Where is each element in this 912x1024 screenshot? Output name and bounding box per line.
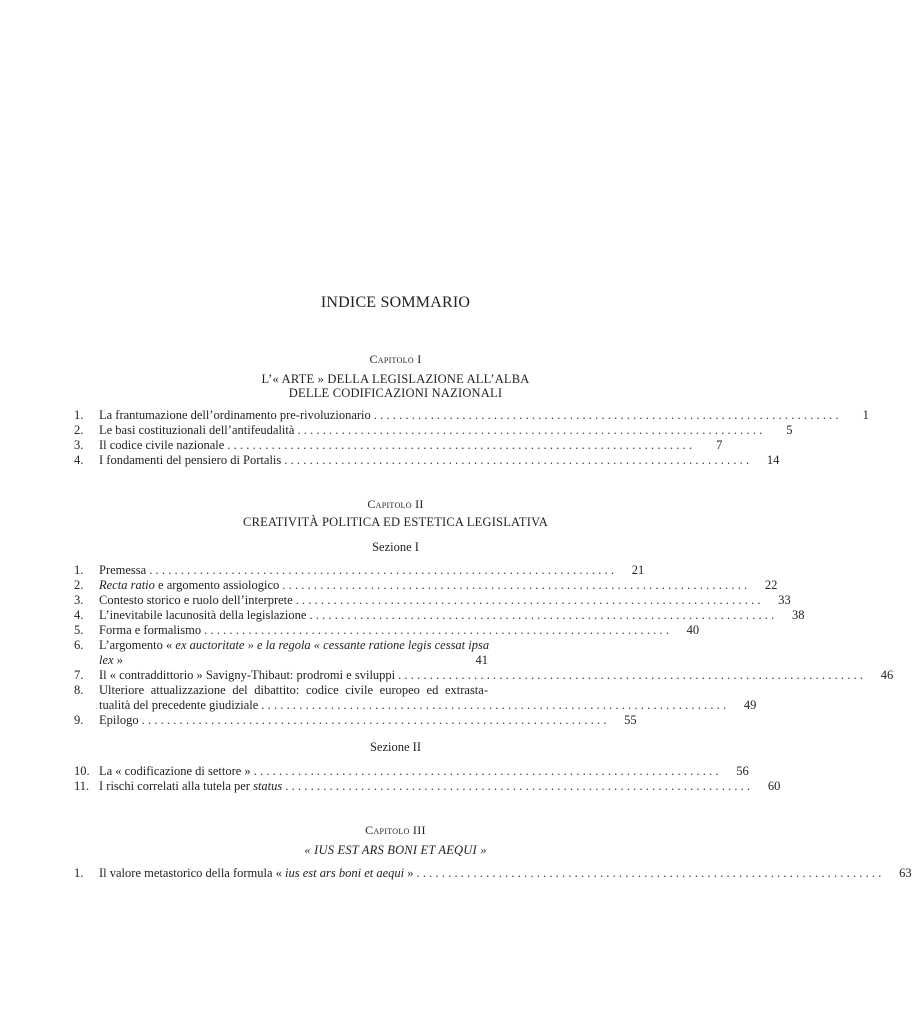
entry-number: 9. bbox=[74, 713, 84, 727]
section-1-heading: Sezione I bbox=[372, 540, 419, 554]
entry-number: 8. bbox=[74, 683, 84, 697]
entry-number: 4. bbox=[74, 453, 84, 467]
entry-page: 41 bbox=[475, 653, 488, 667]
entry-text: I fondamenti del pensiero di Portalis bbox=[99, 453, 282, 467]
entry-text: La frantumazione dell’ordinamento pre-rivoluzionario bbox=[99, 408, 371, 422]
chapter-1-title-line-2: DELLE CODIFICAZIONI NAZIONALI bbox=[288, 386, 503, 400]
entry-text: Contesto storico e ruolo dell’interprete bbox=[99, 593, 293, 607]
entry-text-line-1: L’argomento « ex auctoritate » e la regola « cessante ratione legis cessat ipsa bbox=[99, 638, 490, 652]
leader-dots: .......................................................................... bbox=[373, 408, 842, 422]
entry-page: 22 bbox=[764, 578, 778, 592]
entry-page: 49 bbox=[743, 698, 757, 712]
entry-number: 3. bbox=[74, 593, 84, 607]
chapter-2-title: CREATIVITÀ POLITICA ED ESTETICA LEGISLATIVA bbox=[243, 515, 548, 529]
entry-number: 5. bbox=[74, 623, 84, 637]
leader-dots: .......................................................................... bbox=[282, 578, 751, 592]
entry-page: 14 bbox=[766, 453, 780, 467]
chapter-1-title-line-1: L’« ARTE » DELLA LEGISLAZIONE ALL’ALBA bbox=[261, 372, 530, 386]
chapter-1-label: Capitolo I bbox=[369, 352, 422, 366]
entry-page: 21 bbox=[631, 563, 645, 577]
entry-text: Il codice civile nazionale bbox=[99, 438, 225, 452]
entry-page: 56 bbox=[736, 764, 749, 778]
entry-text: I rischi correlati alla tutela per status bbox=[99, 779, 283, 793]
chapter-3-label: Capitolo III bbox=[365, 823, 426, 837]
entry-text-line-1: Ulteriore attualizzazione del dibattito: codice civile europeo ed extrasta- bbox=[99, 683, 488, 697]
section-2-heading: Sezione II bbox=[369, 740, 422, 754]
entry-number: 1. bbox=[74, 866, 84, 880]
chapter-2-label: Capitolo II bbox=[367, 497, 424, 511]
entry-text-rest: e argomento assiologico bbox=[154, 578, 280, 592]
entry-number: 2. bbox=[74, 578, 84, 592]
leader-dots: .......................................................................... bbox=[253, 764, 722, 778]
leader-dots: .......................................................................... bbox=[398, 668, 867, 682]
leader-dots: .......................................................................... bbox=[297, 423, 766, 437]
entry-number: 1. bbox=[74, 563, 84, 577]
entry-number: 2. bbox=[74, 423, 84, 437]
leader-dots: .......................................................................... bbox=[284, 453, 753, 467]
entry-text: Il « contraddittorio » Savigny-Thibaut: prodromi e sviluppi bbox=[99, 668, 396, 682]
entry-page: 63 bbox=[899, 866, 912, 880]
entry-text-line-2: tualità del precedente giudiziale bbox=[99, 698, 259, 712]
leader-dots: .......................................................................... bbox=[227, 438, 696, 452]
chapter-3-title: « IUS EST ARS BONI ET AEQUI » bbox=[304, 843, 487, 857]
entry-number: 4. bbox=[74, 608, 84, 622]
leader-dots: .......................................................................... bbox=[141, 713, 610, 727]
entry-number: 10. bbox=[74, 764, 90, 778]
entry-page: 33 bbox=[778, 593, 791, 607]
entry-page: 40 bbox=[686, 623, 700, 637]
entry-number: 11. bbox=[74, 779, 90, 793]
entry-text-line-2: lex » bbox=[99, 653, 123, 667]
entry-text bbox=[99, 578, 279, 593]
leader-dots: .......................................................................... bbox=[309, 608, 778, 622]
leader-dots: .......................................................................... bbox=[295, 593, 764, 607]
entry-text: Premessa bbox=[99, 563, 147, 577]
page-title: INDICE SOMMARIO bbox=[320, 294, 471, 311]
entry-number: 1. bbox=[74, 408, 84, 422]
entry-number: 3. bbox=[74, 438, 84, 452]
entry-page: 7 bbox=[716, 438, 723, 452]
leader-dots: .......................................................................... bbox=[261, 698, 730, 712]
entry-page: 46 bbox=[880, 668, 894, 682]
entry-text: Epilogo bbox=[99, 713, 139, 727]
entry-text: Forma e formalismo bbox=[99, 623, 202, 637]
leader-dots: .......................................................................... bbox=[416, 866, 885, 880]
entry-text: La « codificazione di settore » bbox=[99, 764, 251, 778]
leader-dots: .......................................................................... bbox=[204, 623, 673, 637]
leader-dots: .......................................................................... bbox=[285, 779, 754, 793]
entry-text: Il valore metastorico della formula « ius est ars boni et aequi » bbox=[99, 866, 414, 880]
entry-text: Le basi costituzionali dell’antifeudalità bbox=[99, 423, 295, 437]
entry-number: 7. bbox=[74, 668, 84, 682]
leader-dots: .......................................................................... bbox=[149, 563, 618, 577]
entry-page: 60 bbox=[767, 779, 781, 793]
entry-page: 1 bbox=[862, 408, 869, 422]
entry-page: 5 bbox=[786, 423, 793, 437]
entry-page: 38 bbox=[792, 608, 805, 622]
entry-page: 55 bbox=[624, 713, 637, 727]
entry-text-italic: Recta ratio bbox=[99, 578, 155, 592]
entry-text: L’inevitabile lacunosità della legislazione bbox=[99, 608, 307, 622]
entry-number: 6. bbox=[74, 638, 84, 652]
